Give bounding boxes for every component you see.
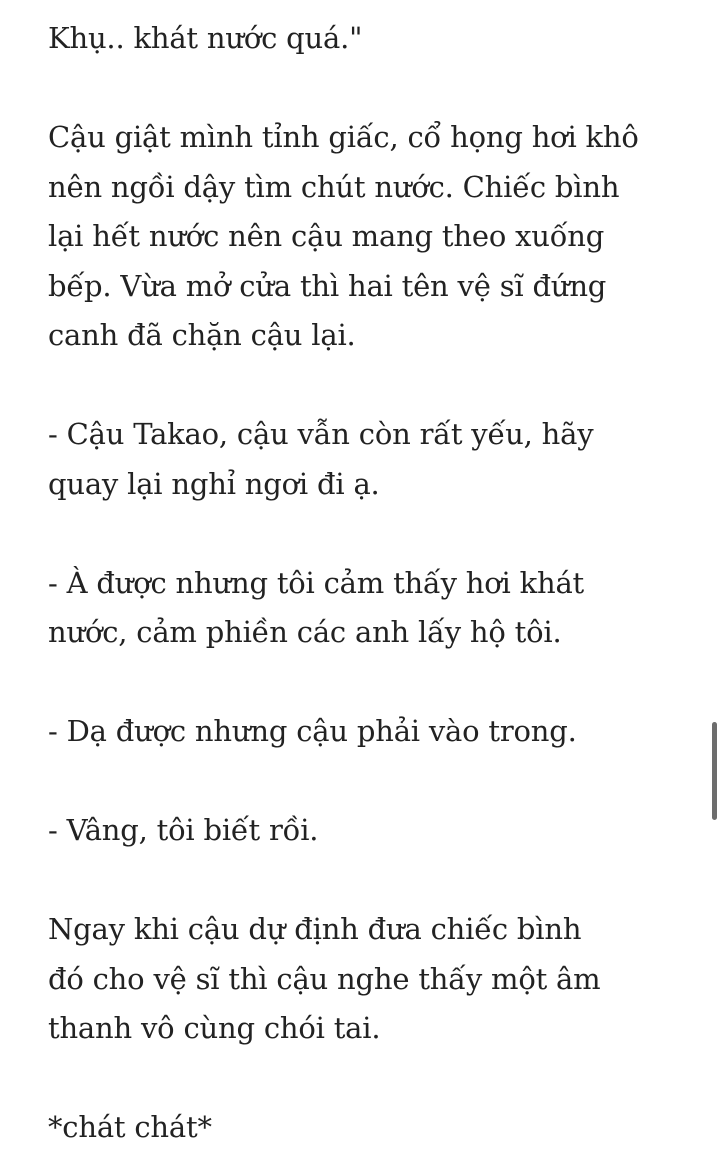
paragraph-line: bếp. Vừa mở cửa thì hai tên vệ sĩ đứng (48, 268, 607, 303)
story-text (48, 14, 688, 1153)
paragraph-line: đó cho vệ sĩ thì cậu nghe thấy một âm (48, 961, 601, 996)
story-paragraph (48, 707, 688, 757)
story-paragraph (48, 410, 688, 509)
paragraph-line: *chát chát* (48, 1110, 212, 1144)
paragraph-line: canh đã chặn cậu lại. (48, 318, 356, 352)
paragraph-line: Khụ.. khát nước quá." (48, 21, 363, 55)
paragraph-line: - Dạ được nhưng cậu phải vào trong. (48, 714, 577, 748)
paragraph-line: - Vâng, tôi biết rồi. (48, 813, 319, 847)
paragraph-line: Cậu giật mình tỉnh giấc, cổ họng hơi khô (48, 120, 639, 154)
paragraph-line: thanh vô cùng chói tai. (48, 1011, 381, 1045)
story-paragraph (48, 1103, 688, 1153)
story-paragraph (48, 113, 688, 361)
paragraph-line: quay lại nghỉ ngơi đi ạ. (48, 466, 380, 501)
paragraph-line: Ngay khi cậu dự định đưa chiếc bình (48, 912, 582, 946)
paragraph-line: lại hết nước nên cậu mang theo xuống (48, 219, 605, 253)
vertical-scrollbar[interactable] (706, 0, 720, 1158)
paragraph-line: - Cậu Takao, cậu vẫn còn rất yếu, hãy (48, 417, 594, 451)
story-paragraph (48, 806, 688, 856)
paragraph-line: nước, cảm phiền các anh lấy hộ tôi. (48, 615, 562, 649)
paragraph-line: nên ngồi dậy tìm chút nước. Chiếc bình (48, 169, 620, 204)
scrollbar-thumb[interactable] (712, 722, 717, 820)
story-paragraph (48, 559, 688, 658)
story-paragraph (48, 14, 688, 64)
paragraph-line: - À được nhưng tôi cảm thấy hơi khát (48, 565, 585, 600)
story-paragraph (48, 905, 688, 1054)
